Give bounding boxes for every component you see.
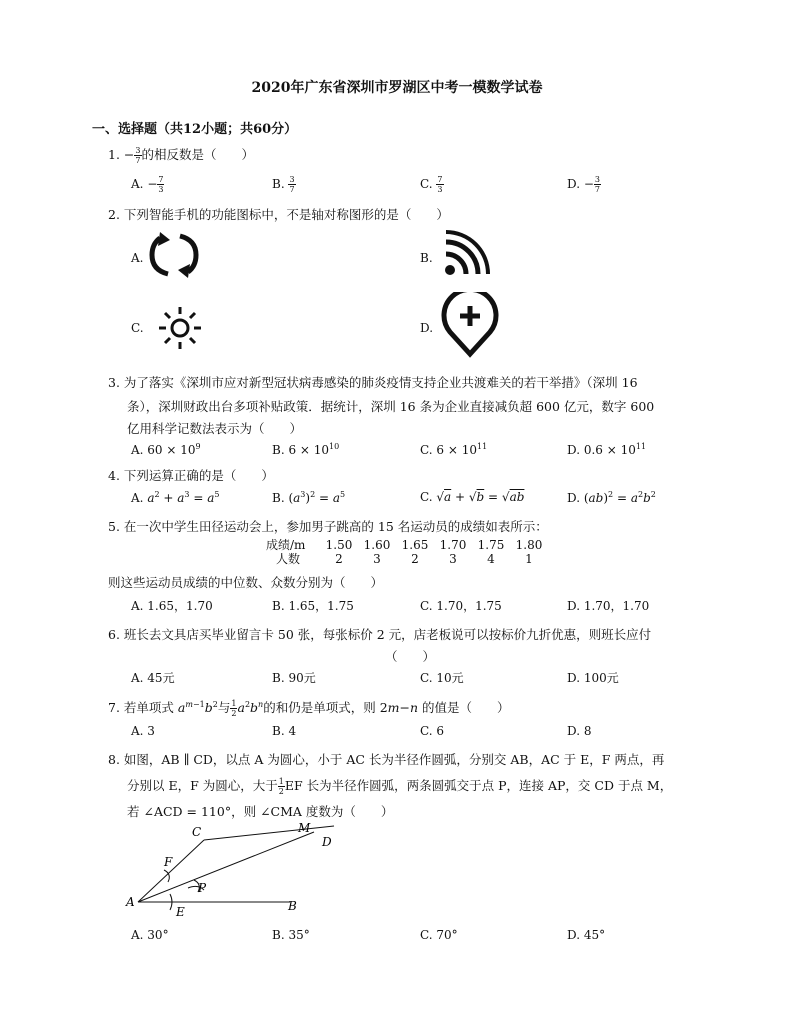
option-b[interactable]: B.: [420, 251, 433, 265]
option-d[interactable]: D. 1.70，1.70: [567, 599, 650, 613]
option-a[interactable]: A.: [131, 251, 144, 265]
question-8-line3: 若 ∠ACD = 110°，则 ∠CMA 度数为（ ）: [127, 804, 394, 819]
point-label-c: C: [192, 825, 202, 839]
table-row: 成绩/m 1.50 1.60 1.65 1.70 1.75 1.80: [266, 538, 543, 552]
question-2-stem: 2. 下列智能手机的功能图标中，不是轴对称图形的是（ ）: [108, 207, 449, 222]
question-3-line1: 3. 为了落实《深圳市应对新型冠状病毒感染的肺炎疫情支持企业共渡难关的若干举措》（深圳 16: [108, 375, 638, 390]
option-d[interactable]: D. 45°: [567, 928, 606, 942]
question-6-stem: 6. 班长去文具店买毕业留言卡 50 张，每张标价 2 元，店老板说可以按标价九折优惠，则班长应付: [108, 627, 652, 642]
question-5-stem: 5. 在一次中学生田径运动会上，参加男子跳高的 15 名运动员的成绩如表所示：: [108, 519, 548, 534]
option-a[interactable]: A. − $\frac{7}{3}$: [131, 175, 164, 194]
point-label-b: B: [288, 899, 297, 913]
option-d[interactable]: D.: [420, 321, 434, 335]
point-label-p: P: [198, 881, 207, 895]
geometry-figure: [118, 818, 348, 928]
option-d[interactable]: D. − $\frac{3}{7}$: [567, 175, 600, 194]
question-8-line1: 8. 如图，AB ∥ CD，以点 A 为圆心，小于 AC 长为半径作圆弧，分别交 AB，AC 于 E，F 两点，再: [108, 752, 665, 767]
wifi-signal-icon: [440, 230, 490, 280]
point-label-d: D: [322, 835, 332, 849]
point-label-f: F: [164, 855, 173, 869]
brightness-icon: [156, 304, 204, 352]
table-row: 人数 2 3 2 3 4 1: [276, 552, 533, 566]
option-c[interactable]: C. $\frac{7}{3}$: [420, 175, 443, 194]
question-3-line2: 条），深圳财政出台多项补贴政策．据统计，深圳 16 条为企业直接减负超 600 亿元，数字 600: [127, 399, 655, 414]
point-label-a: A: [126, 895, 135, 909]
point-label-e: E: [176, 905, 185, 919]
question-number: 1.: [108, 147, 120, 162]
option-b[interactable]: B. $6 \times 10^{10}$: [272, 442, 340, 457]
question-5-question: 则这些运动员成绩的中位数、众数分别为（ ）: [108, 575, 384, 590]
option-d[interactable]: D. $(ab)^2 = a^2b^2$: [567, 490, 656, 505]
option-c[interactable]: C. $6 \times 10^{11}$: [420, 442, 488, 457]
section-heading: 一、选择题（共12小题；共60分）: [92, 122, 298, 137]
add-location-icon: [440, 292, 500, 358]
option-a[interactable]: A. $60 \times 10^9$: [131, 442, 201, 457]
score-table: [266, 538, 548, 566]
option-b[interactable]: B. $\frac{3}{7}$: [272, 175, 295, 194]
option-b[interactable]: B. 4: [272, 724, 297, 738]
option-a[interactable]: A. 30°: [131, 928, 169, 942]
answer-paren: （ ）: [385, 649, 436, 664]
option-a[interactable]: A. $a^2 + a^3 = a^5$: [131, 490, 220, 505]
option-c[interactable]: C. 6: [420, 724, 445, 738]
question-3-line3: 亿用科学记数法表示为（ ）: [127, 421, 303, 436]
option-d[interactable]: D. 100元: [567, 671, 619, 685]
option-c[interactable]: C. 1.70，1.75: [420, 599, 502, 613]
fraction: $\frac{3}{7}$: [135, 146, 141, 165]
option-a[interactable]: A. 1.65，1.70: [131, 599, 213, 613]
question-7-stem: 7. 若单项式 $a^{m-1}b^2$与 $\frac{1}{2}$ $a^2b^n$的和仍是单项式，则 2m−n 的值是（ ）: [108, 699, 510, 718]
option-c[interactable]: C. √a + √b = √ab: [420, 490, 525, 504]
option-a[interactable]: A. 3: [131, 724, 155, 738]
option-a[interactable]: A. 45元: [131, 671, 175, 685]
option-c[interactable]: C.: [131, 321, 144, 335]
option-d[interactable]: D. $0.6 \times 10^{11}$: [567, 442, 647, 457]
question-stem: 的相反数是（ ）: [141, 147, 255, 162]
option-b[interactable]: B. 90元: [272, 671, 316, 685]
question-1: 1. − $\frac{3}{7}$ 的相反数是（ ）: [108, 146, 255, 165]
option-b[interactable]: B. 35°: [272, 928, 310, 942]
refresh-icon: [148, 230, 200, 280]
option-c[interactable]: C. 10元: [420, 671, 464, 685]
question-4-stem: 4. 下列运算正确的是（ ）: [108, 468, 274, 483]
option-b[interactable]: B. $(a^3)^2 = a^5$: [272, 490, 346, 505]
option-c[interactable]: C. 70°: [420, 928, 458, 942]
point-label-m: M: [298, 821, 311, 835]
paper-title: 2020年广东省深圳市罗湖区中考一模数学试卷: [251, 80, 543, 96]
option-d[interactable]: D. 8: [567, 724, 592, 738]
question-8-line2: 分别以 E，F 为圆心，大于 $\frac{1}{2}$ EF 长为半径作圆弧，两条圆弧交于点 P，连接 AP，交 CD 于点 M，: [127, 777, 673, 796]
option-b[interactable]: B. 1.65，1.75: [272, 599, 354, 613]
